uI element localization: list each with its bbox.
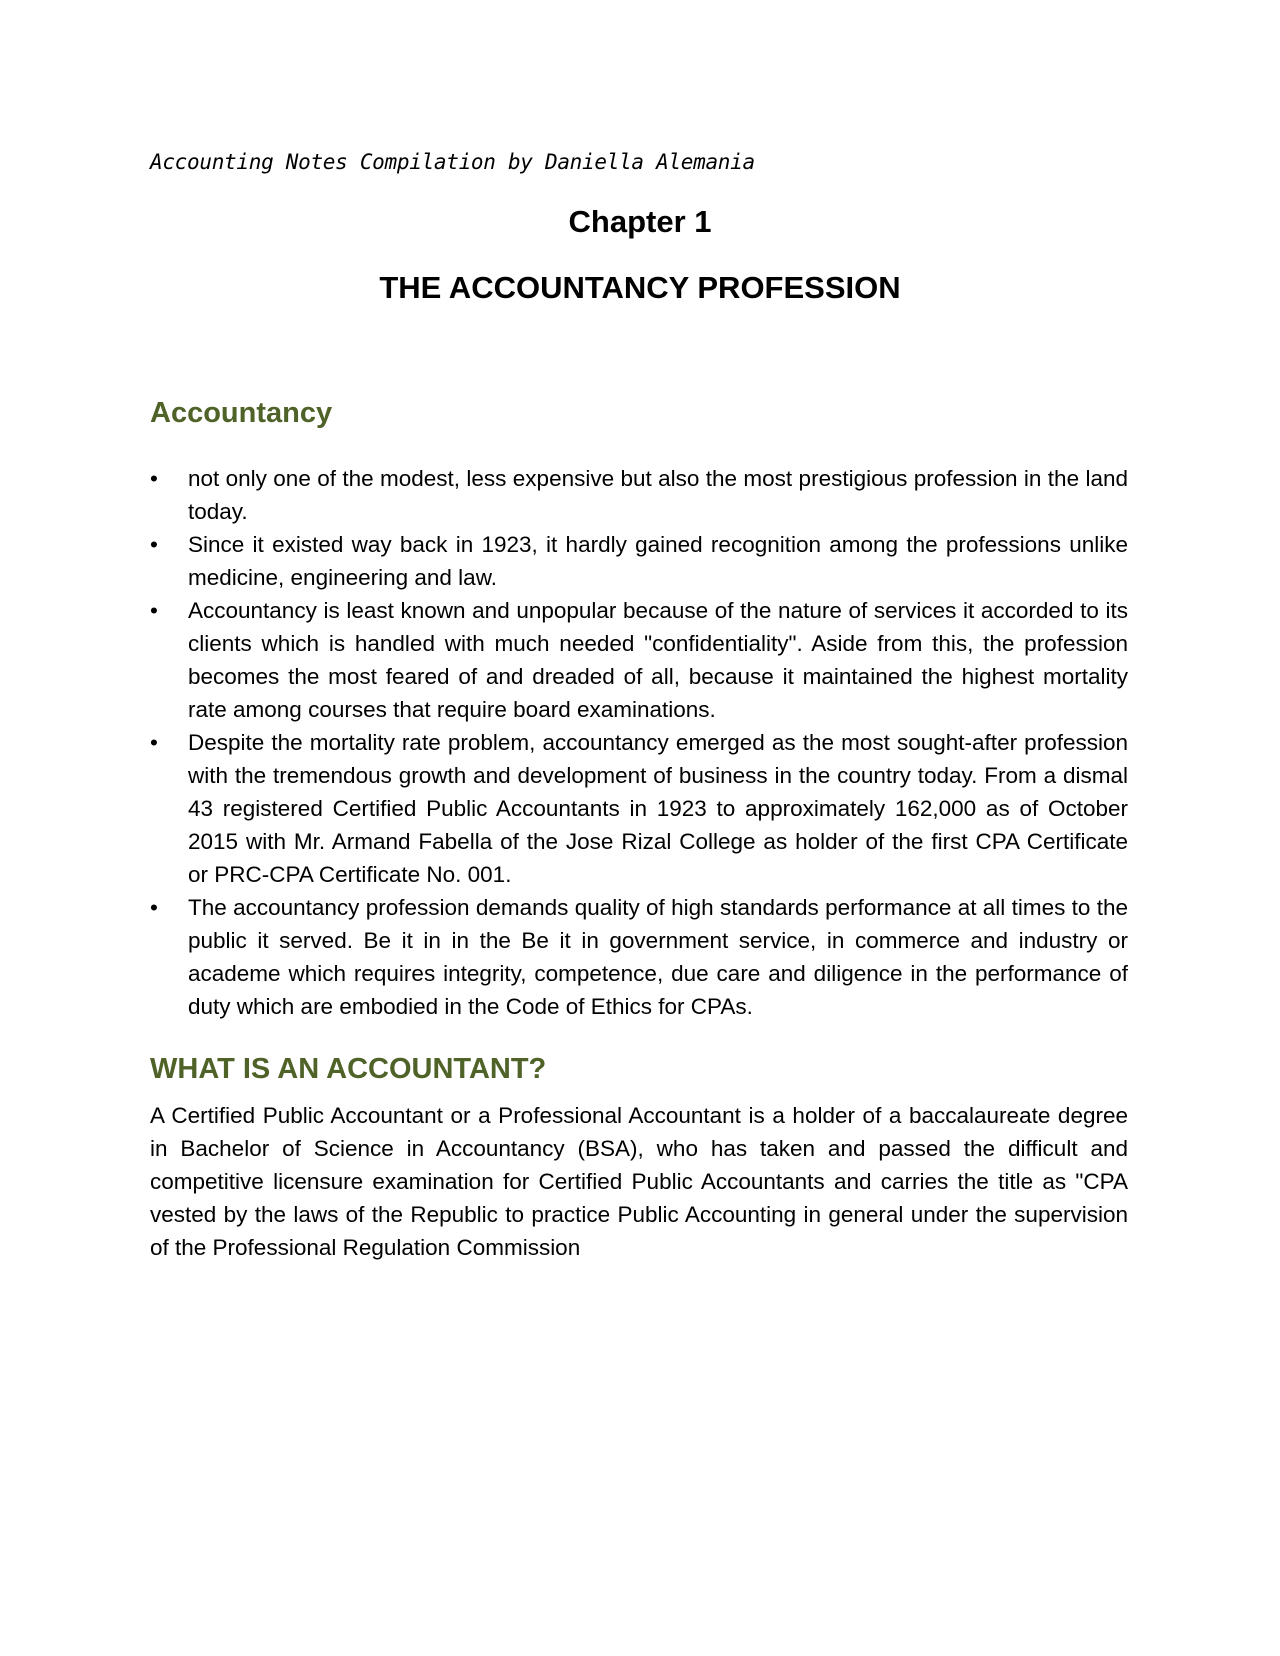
list-item-text: Despite the mortality rate problem, accountancy emerged as the most sought-after profession with the tremendous growth and development of business in the country today. From a dismal 43 registered Certified Public Accountants in 1923 to approximately 162,000 as of October 2015 with Mr. Armand Fabella of the Jose Rizal College as holder of the first CPA Certificate or PRC-CPA Certificate No. 001.	[188, 730, 1128, 887]
bullet-icon: •	[150, 730, 158, 755]
list-item	[150, 594, 1128, 726]
document-header: Accounting Notes Compilation by Daniella Alemania	[150, 150, 755, 174]
list-item	[150, 891, 1128, 1023]
list-item	[150, 528, 1128, 594]
list-item-text: Since it existed way back in 1923, it hardly gained recognition among the professions unlike medicine, engineering and law.	[188, 532, 1128, 590]
paragraph: A Certified Public Accountant or a Professional Accountant is a holder of a baccalaureate degree in Bachelor of Science in Accountancy (BSA), who has taken and passed the difficult and competitive licensure examination for Certified Public Accountants and carries the title as "CPA vested by the laws of the Republic to practice Public Accounting in general under the supervision of the Professional Regulation Commission	[150, 1103, 1128, 1260]
section-heading-accountancy: Accountancy	[150, 397, 333, 429]
list-item	[150, 462, 1128, 528]
accountant-definition	[150, 1099, 1128, 1264]
section-heading-what-is-accountant: WHAT IS AN ACCOUNTANT?	[150, 1053, 547, 1085]
list-item-text: Accountancy is least known and unpopular because of the nature of services it accorded to its clients which is handled with much needed "confidentiality". Aside from this, the profession becomes the most feared of and dreaded of all, because it maintained the highest mortality rate among courses that require board examinations.	[188, 598, 1128, 722]
chapter-title: THE ACCOUNTANCY PROFESSION	[379, 270, 901, 305]
bullet-icon: •	[150, 466, 158, 491]
chapter-number: Chapter 1	[568, 204, 712, 239]
list-item	[150, 726, 1128, 891]
list-item-text: The accountancy profession demands quality of high standards performance at all times to the public it served. Be it in in the Be it in government service, in commerce and industry or academe which requires integrity, competence, due care and diligence in the performance of duty which are embodied in the Code of Ethics for CPAs.	[188, 895, 1128, 1019]
bullet-icon: •	[150, 532, 158, 557]
accountancy-bullets	[150, 462, 1128, 1023]
list-item-text: not only one of the modest, less expensive but also the most prestigious profession in the land today.	[188, 466, 1128, 524]
bullet-icon: •	[150, 598, 158, 623]
bullet-icon: •	[150, 895, 158, 920]
